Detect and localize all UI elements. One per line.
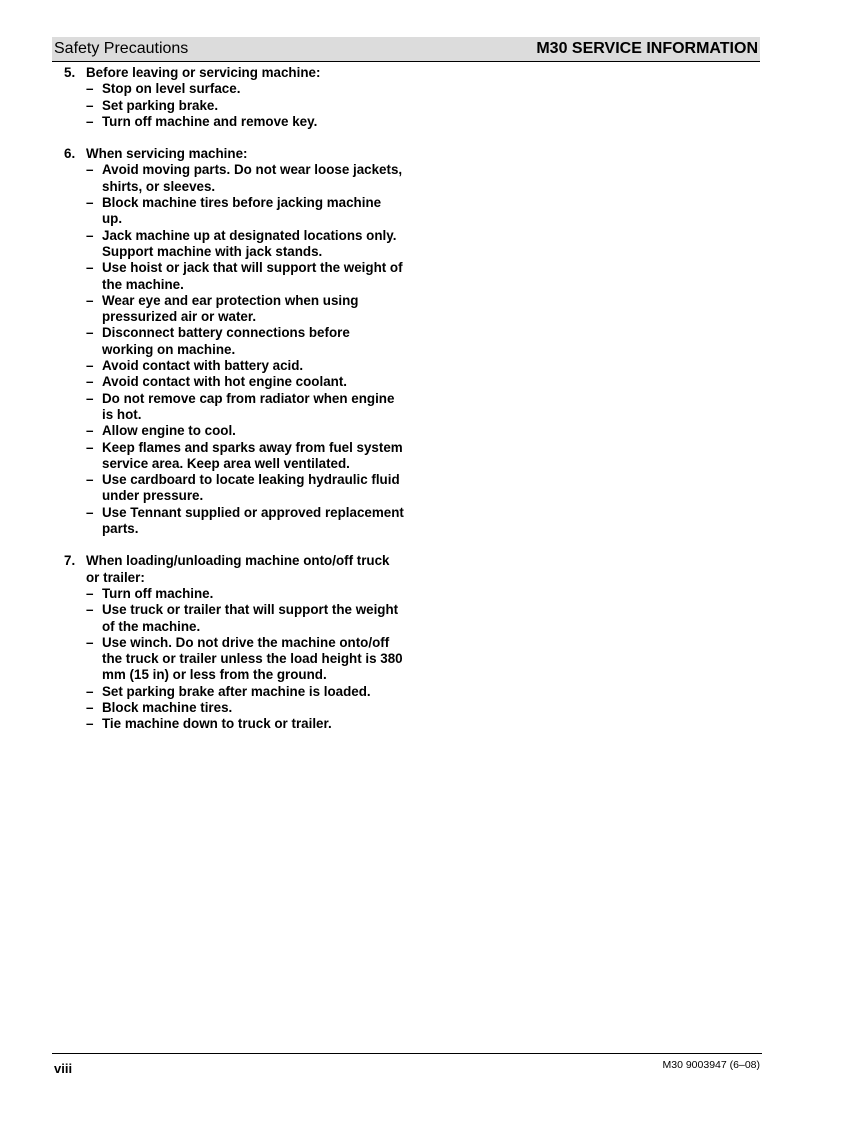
list-item xyxy=(64,716,404,732)
list-item xyxy=(64,635,404,684)
step-text: Do not remove cap from radiator when engine is hot. xyxy=(102,390,395,422)
dash-marker: – xyxy=(86,439,94,455)
list-item xyxy=(64,423,404,439)
dash-marker: – xyxy=(86,423,94,439)
step-text: Use winch. Do not drive the machine onto/off the truck or trailer unless the load height is 380 mm (15 in) or less from the ground. xyxy=(102,634,403,683)
step-list xyxy=(64,81,404,130)
dash-marker: – xyxy=(86,472,94,488)
list-item xyxy=(64,195,404,228)
step-text: Turn off machine. xyxy=(102,585,214,601)
item-number: 5. xyxy=(64,65,76,80)
item-heading-text: Before leaving or servicing machine: xyxy=(86,65,321,80)
list-item xyxy=(64,260,404,293)
list-item xyxy=(64,602,404,635)
footer-rule xyxy=(52,1053,762,1054)
list-item xyxy=(64,98,404,114)
step-text: Use truck or trailer that will support the weight of the machine. xyxy=(102,602,399,634)
list-item xyxy=(64,472,404,505)
list-item xyxy=(64,586,404,602)
precaution-heading xyxy=(64,146,404,162)
dash-marker: – xyxy=(86,716,94,732)
dash-marker: – xyxy=(86,195,94,211)
item-heading-text: When loading/unloading machine onto/off truck or trailer: xyxy=(86,553,390,585)
step-text: Turn off machine and remove key. xyxy=(102,113,318,129)
dash-marker: – xyxy=(86,683,94,699)
precaution-item xyxy=(64,65,404,130)
precaution-item xyxy=(64,146,404,537)
item-number: 7. xyxy=(64,553,76,569)
page-number: viii xyxy=(54,1061,73,1076)
list-item xyxy=(64,81,404,97)
item-number: 6. xyxy=(64,146,76,162)
step-text: Stop on level surface. xyxy=(102,81,241,97)
list-item xyxy=(64,700,404,716)
dash-marker: – xyxy=(86,504,94,520)
step-text: Keep flames and sparks away from fuel system service area. Keep area well ventilated. xyxy=(102,439,403,471)
dash-marker: – xyxy=(86,292,94,308)
list-item xyxy=(64,391,404,424)
step-list xyxy=(64,586,404,733)
dash-marker: – xyxy=(86,699,94,715)
step-text: Disconnect battery connections before working on machine. xyxy=(102,325,350,357)
step-text: Block machine tires before jacking machine up. xyxy=(102,195,382,227)
step-text: Jack machine up at designated locations only. Support machine with jack stands. xyxy=(102,227,397,259)
list-item xyxy=(64,293,404,326)
step-text: Wear eye and ear protection when using pressurized air or water. xyxy=(102,292,359,325)
list-item xyxy=(64,440,404,473)
step-text: Use cardboard to locate leaking hydraulic fluid under pressure. xyxy=(102,472,400,504)
step-text: Avoid moving parts. Do not wear loose jackets, shirts, or sleeves. xyxy=(102,162,403,194)
dash-marker: – xyxy=(86,81,94,97)
dash-marker: – xyxy=(86,113,94,129)
safety-precautions-list xyxy=(64,65,404,733)
list-item xyxy=(64,325,404,358)
list-item xyxy=(64,228,404,261)
step-list xyxy=(64,162,404,537)
list-item xyxy=(64,505,404,538)
precaution-heading xyxy=(64,553,404,586)
document-code: M30 9003947 (6–08) xyxy=(662,1059,760,1071)
dash-marker: – xyxy=(86,325,94,341)
list-item xyxy=(64,114,404,130)
page-header xyxy=(52,37,760,62)
step-text: Allow engine to cool. xyxy=(102,423,236,439)
step-text: Set parking brake. xyxy=(102,97,219,113)
list-item xyxy=(64,374,404,390)
step-text: Avoid contact with hot engine coolant. xyxy=(102,374,347,390)
dash-marker: – xyxy=(86,585,94,601)
step-text: Avoid contact with battery acid. xyxy=(102,358,304,374)
section-title: Safety Precautions xyxy=(54,40,189,57)
step-text: Use Tennant supplied or approved replacement parts. xyxy=(102,504,404,537)
step-text: Set parking brake after machine is loaded. xyxy=(102,683,371,699)
dash-marker: – xyxy=(86,358,94,374)
dash-marker: – xyxy=(86,227,94,243)
dash-marker: – xyxy=(86,634,94,650)
item-heading-text: When servicing machine: xyxy=(86,146,248,162)
precaution-item xyxy=(64,553,404,732)
dash-marker: – xyxy=(86,162,94,178)
step-text: Use hoist or jack that will support the weight of the machine. xyxy=(102,260,403,292)
step-text: Block machine tires. xyxy=(102,699,233,715)
dash-marker: – xyxy=(86,97,94,113)
list-item xyxy=(64,162,404,195)
precaution-heading xyxy=(64,65,404,81)
dash-marker: – xyxy=(86,374,94,390)
step-text: Tie machine down to truck or trailer. xyxy=(102,716,332,732)
list-item xyxy=(64,684,404,700)
dash-marker: – xyxy=(86,390,94,406)
document-title: M30 SERVICE INFORMATION xyxy=(536,40,758,57)
dash-marker: – xyxy=(86,602,94,618)
dash-marker: – xyxy=(86,260,94,276)
list-item xyxy=(64,358,404,374)
